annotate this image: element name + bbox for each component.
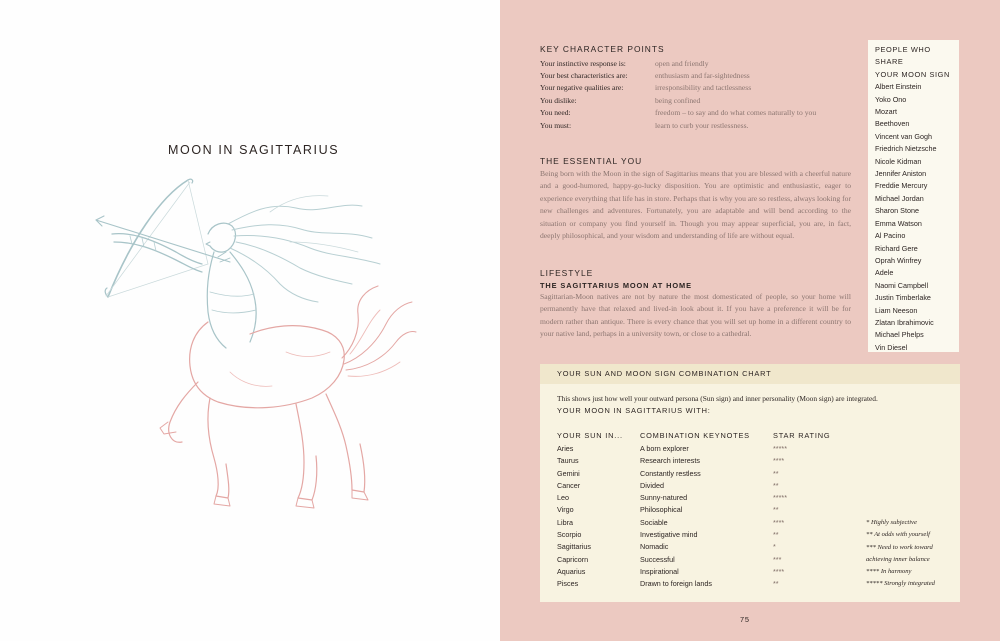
- sun-sign: Aquarius: [557, 566, 586, 576]
- combination-chart-description: This shows just how well your outward persona (Sun sign) and inner personality (Moon sign) are integrated.: [557, 394, 878, 403]
- key-point-value: enthusiasm and far-sightedness: [655, 71, 750, 81]
- essential-heading: THE ESSENTIAL YOU: [540, 156, 643, 166]
- lifestyle-text: Sagittarian-Moon natives are not by nature the most domesticated of people, so your home will permanently have that relaxed and lived-in look about it. If you have a preference it will be for modern rather than antique. There is every chance that you will set up home in a different country to your native land, perhaps in a university town, or close to a cathedral.: [540, 292, 851, 339]
- person-name: Friedrich Nietzsche: [875, 144, 937, 154]
- star-rating: ****: [773, 566, 785, 576]
- combination-chart: [540, 364, 960, 602]
- column-header-rating: STAR RATING: [773, 431, 831, 440]
- keynote: Inspirational: [640, 566, 679, 576]
- keynote: Investigative mind: [640, 530, 698, 540]
- key-points-heading: KEY CHARACTER POINTS: [540, 44, 665, 54]
- star-key-note: * Highly subjective: [866, 519, 917, 526]
- key-point-value: being confined: [655, 95, 701, 105]
- sun-sign: Cancer: [557, 480, 581, 490]
- keynote: A born explorer: [640, 444, 689, 453]
- key-point-row: [540, 82, 858, 94]
- lifestyle-section: [540, 268, 851, 341]
- person-name: Justin Timberlake: [875, 293, 931, 303]
- person-name: Vincent van Gogh: [875, 131, 933, 141]
- star-rating: **: [773, 579, 779, 589]
- person-name: Vin Diesel: [875, 342, 908, 352]
- sun-sign: Aries: [557, 444, 574, 453]
- person-name: Richard Gere: [875, 243, 918, 253]
- key-point-row: [540, 94, 858, 106]
- sun-sign: Taurus: [557, 456, 579, 466]
- key-point-label: You dislike:: [540, 95, 577, 105]
- star-key-note: **** In harmony: [866, 568, 912, 576]
- column-header-sign: YOUR SUN IN...: [557, 431, 623, 440]
- star-key-note: ***** Strongly integrated: [866, 580, 935, 588]
- essential-you-section: [540, 156, 851, 242]
- star-rating: **: [773, 480, 779, 490]
- key-point-value: open and friendly: [655, 58, 709, 68]
- sun-sign: Leo: [557, 493, 569, 503]
- people-panel: [868, 40, 959, 352]
- sun-sign: Pisces: [557, 579, 579, 589]
- column-header-keynotes: COMBINATION KEYNOTES: [640, 431, 750, 440]
- sun-sign: Gemini: [557, 468, 580, 478]
- star-rating: *****: [773, 444, 787, 453]
- person-name: Mozart: [875, 107, 897, 117]
- sun-sign: Capricorn: [557, 554, 589, 564]
- star-rating: *: [773, 542, 776, 552]
- person-name: Yoko Ono: [875, 94, 907, 104]
- people-heading: PEOPLE WHO SHARE: [875, 45, 931, 67]
- person-name: Michael Phelps: [875, 330, 924, 340]
- star-rating: ****: [773, 456, 785, 466]
- person-name: Naomi Campbell: [875, 280, 929, 290]
- star-rating: **: [773, 468, 779, 478]
- keynote: Sunny-natured: [640, 493, 688, 503]
- key-point-value: learn to curb your restlessness.: [655, 120, 749, 130]
- person-name: Michael Jordan: [875, 193, 924, 203]
- key-point-value: freedom – to say and do what comes naturally to you: [655, 108, 817, 118]
- person-name: Oprah Winfrey: [875, 255, 922, 265]
- key-point-label: Your negative qualities are:: [540, 83, 624, 93]
- sun-sign: Libra: [557, 517, 573, 527]
- keynote: Research interests: [640, 456, 700, 466]
- star-rating: *****: [773, 493, 787, 503]
- key-point-row: [540, 107, 858, 119]
- key-point-label: Your instinctive response is:: [540, 58, 626, 68]
- keynote: Sociable: [640, 517, 668, 527]
- sun-sign: Scorpio: [557, 530, 582, 540]
- key-character-points: [540, 44, 858, 131]
- star-key: [866, 517, 935, 591]
- sun-sign: Virgo: [557, 505, 574, 515]
- key-point-label: You must:: [540, 120, 572, 130]
- star-key-note: achieving inner balance: [866, 555, 930, 563]
- key-point-row: [540, 57, 858, 69]
- keynote: Philosophical: [640, 505, 683, 515]
- combination-chart-subtitle: YOUR MOON IN SAGITTARIUS WITH:: [557, 406, 711, 415]
- essential-text: Being born with the Moon in the sign of Sagittarius means that you are blessed with a cheerful nature and a good-humored, happy-go-lucky disposition. You are optimistic and enthusiastic, eager to experience everything that life has in store. Perhaps that is why you are so restless, always looking for new challenges and adventures. Fortunately, you are adaptable and will bend according to the situation or company you find yourself in. Though you may appear superficial, you are, in fact, deeply philosophical, and your wisdom and understanding of life are without equal.: [540, 169, 851, 241]
- key-point-value: irresponsibility and tactlessness: [655, 83, 752, 93]
- sun-sign: Sagittarius: [557, 542, 591, 552]
- people-heading: YOUR MOON SIGN: [875, 69, 950, 79]
- person-name: Adele: [875, 268, 894, 278]
- page-title: MOON IN SAGITTARIUS: [168, 143, 340, 157]
- star-rating: **: [773, 530, 779, 540]
- star-rating: **: [773, 505, 779, 515]
- keynote: Nomadic: [640, 542, 669, 552]
- star-key-note: *** Need to work toward: [866, 543, 933, 551]
- key-point-label: You need:: [540, 108, 571, 118]
- keynote: Constantly restless: [640, 468, 701, 478]
- person-name: Emma Watson: [875, 218, 922, 228]
- person-name: Zlatan Ibrahimovic: [875, 317, 934, 327]
- combination-chart-title: YOUR SUN AND MOON SIGN COMBINATION CHART: [540, 364, 960, 384]
- person-name: Jennifer Aniston: [875, 169, 927, 179]
- page-number: 75: [740, 615, 750, 624]
- person-name: Sharon Stone: [875, 206, 919, 216]
- keynote: Divided: [640, 480, 664, 490]
- keynote: Drawn to foreign lands: [640, 579, 712, 589]
- lifestyle-subheading: THE SAGITTARIUS MOON AT HOME: [540, 281, 692, 290]
- key-point-row: [540, 69, 858, 81]
- person-name: Freddie Mercury: [875, 181, 928, 191]
- key-point-row: [540, 119, 858, 131]
- key-point-label: Your best characteristics are:: [540, 71, 628, 81]
- star-key-note: ** At odds with yourself: [866, 531, 930, 539]
- person-name: Al Pacino: [875, 231, 906, 241]
- sagittarius-illustration: [90, 172, 420, 512]
- person-name: Albert Einstein: [875, 82, 922, 92]
- lifestyle-heading: LIFESTYLE: [540, 268, 594, 278]
- person-name: Nicole Kidman: [875, 156, 922, 166]
- star-rating: ****: [773, 517, 785, 527]
- keynote: Successful: [640, 554, 675, 564]
- person-name: Liam Neeson: [875, 305, 918, 315]
- star-rating: ***: [773, 554, 782, 564]
- person-name: Beethoven: [875, 119, 910, 129]
